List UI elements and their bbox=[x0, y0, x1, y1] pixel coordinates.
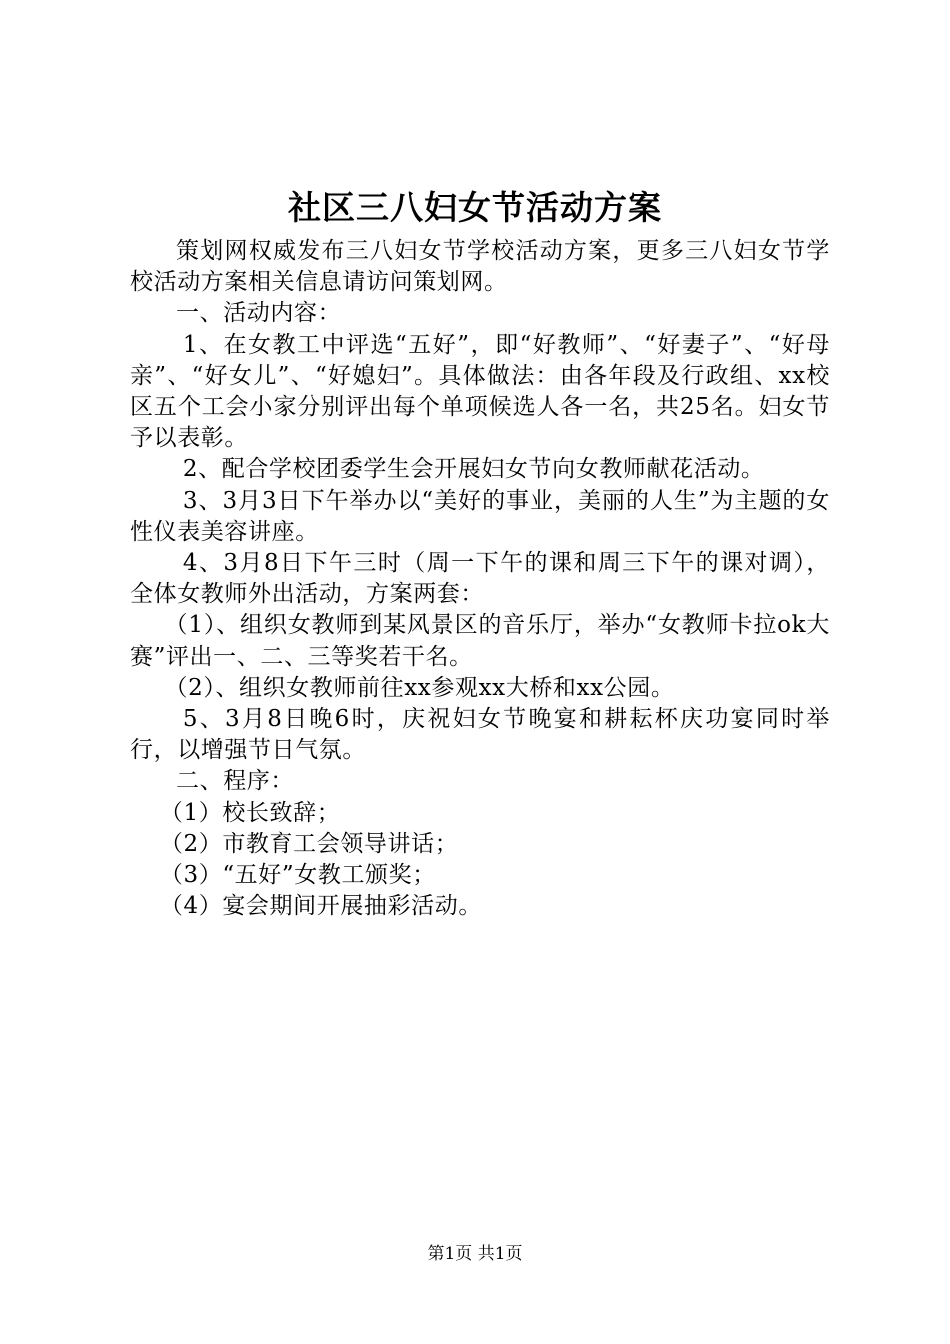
list-item: 5、3月8日晚6时，庆祝妇女节晚宴和耕耘杯庆功宴同时举行，以增强节日气氛。 bbox=[130, 706, 830, 764]
list-item: 2、配合学校团委学生会开展妇女节向女教师献花活动。 bbox=[182, 456, 765, 483]
document-body bbox=[130, 236, 830, 922]
sub-list-item: （2）、组织女教师前往xx参观xx大桥和xx公园。 bbox=[164, 674, 675, 701]
program-item: （1）校长致辞； bbox=[159, 799, 341, 826]
section-heading: 二、程序： bbox=[176, 768, 294, 795]
program-item: （2）市教育工会领导讲话； bbox=[159, 830, 459, 857]
paragraph: 策划网权威发布三八妇女节学校活动方案，更多三八妇女节学校活动方案相关信息请访问策划网。 bbox=[130, 238, 830, 296]
section-heading: 一、活动内容： bbox=[176, 300, 342, 327]
page-footer: 第1页 共1页 bbox=[427, 1244, 523, 1264]
list-item: 3、3月3日下午举办以“美好的事业，美丽的人生”为主题的女性仪表美容讲座。 bbox=[130, 487, 830, 545]
document-title: 社区三八妇女节活动方案 bbox=[288, 188, 662, 227]
program-item: （4）宴会期间开展抽彩活动。 bbox=[159, 893, 482, 920]
list-item: 1、在女教工中评选“五好”，即“好教师”、“好妻子”、“好母亲”、“好女儿”、“好媳妇”。具体做法：由各年段及行政组、xx校区五个工会小家分别评出每个单项候选人各一名，共25名。妇女节予以表彰。 bbox=[130, 331, 830, 452]
sub-list-item: （1）、组织女教师到某风景区的音乐厅，举办“女教师卡拉ok大赛”评出一、二、三等奖若干名。 bbox=[130, 612, 830, 670]
program-item: （3）“五好”女教工颁奖； bbox=[159, 862, 436, 889]
list-item: 4、3月8日下午三时（周一下午的课和周三下午的课对调），全体女教师外出活动，方案两套： bbox=[130, 550, 830, 608]
